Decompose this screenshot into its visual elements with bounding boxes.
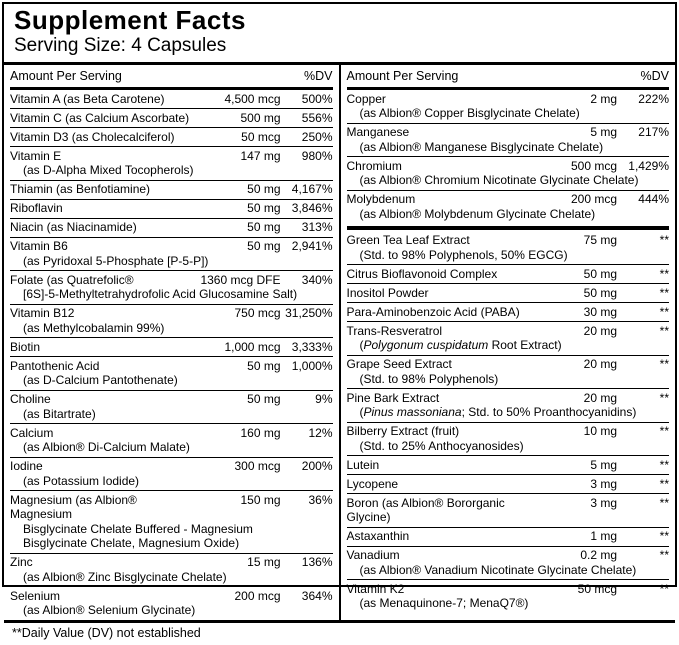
detail-text: Bisglycinate Chelate Buffered - Magnesium bbox=[23, 521, 253, 536]
nutrient-row bbox=[10, 490, 333, 553]
nutrient-detail bbox=[10, 254, 333, 269]
nutrient-detail bbox=[10, 474, 333, 489]
nutrient-row bbox=[347, 123, 670, 157]
percent-dv-label: %DV bbox=[304, 69, 333, 83]
nutrient-amount: 0.2 mg bbox=[580, 548, 617, 562]
nutrient-detail bbox=[10, 603, 333, 618]
detail-text: (as Albion® Chromium Nicotinate Glycinate Chelate) bbox=[359, 173, 639, 187]
nutrient-amount: 20 mg bbox=[583, 357, 617, 371]
nutrient-row bbox=[10, 270, 333, 304]
nutrient-detail bbox=[10, 536, 333, 551]
nutrient-name: Pantothenic Acid bbox=[10, 358, 100, 373]
nutrient-dv: 36% bbox=[308, 492, 333, 507]
nutrient-name: Calcium bbox=[10, 425, 54, 440]
nutrient-amount: 10 mg bbox=[583, 424, 617, 438]
nutrient-detail bbox=[347, 596, 670, 611]
nutrient-row bbox=[10, 304, 333, 338]
detail-text: (as Potassium Iodide) bbox=[23, 473, 140, 488]
nutrient-dv: 500% bbox=[301, 91, 333, 106]
detail-text: (as Albion® Zinc Bisglycinate Chelate) bbox=[23, 569, 227, 584]
label-title: Supplement Facts bbox=[14, 5, 246, 35]
nutrient-detail bbox=[10, 321, 333, 336]
nutrient-name: Vitamin E bbox=[10, 148, 62, 163]
nutrient-detail bbox=[10, 373, 333, 388]
nutrient-name: Boron (as Albion® Bororganic Glycine) bbox=[346, 495, 505, 524]
nutrient-dv: 1,429% bbox=[628, 158, 669, 173]
nutrient-amount: 160 mg bbox=[240, 425, 281, 440]
nutrient-dv: 364% bbox=[301, 588, 333, 603]
nutrient-dv: 340% bbox=[301, 272, 333, 287]
detail-text: ( bbox=[359, 338, 364, 352]
nutrient-row bbox=[10, 237, 333, 271]
nutrient-detail bbox=[347, 140, 670, 155]
nutrient-dv: 556% bbox=[301, 110, 333, 125]
nutrient-row bbox=[347, 388, 670, 422]
detail-text: (as Albion® Di-Calcium Malate) bbox=[23, 440, 190, 454]
nutrient-dv: 9% bbox=[315, 392, 333, 406]
nutrient-row bbox=[347, 455, 670, 474]
detail-text: Bisglycinate Chelate, Magnesium Oxide) bbox=[23, 536, 240, 550]
botanical-name: Pinus massoniana bbox=[363, 405, 462, 419]
nutrient-dv: 980% bbox=[301, 148, 333, 163]
nutrient-row bbox=[10, 127, 333, 146]
column-header-left bbox=[10, 65, 333, 90]
nutrient-name: Grape Seed Extract bbox=[346, 357, 452, 371]
detail-text: (as Albion® Selenium Glycinate) bbox=[23, 603, 196, 617]
nutrient-row bbox=[347, 321, 670, 355]
nutrient-name: Zinc bbox=[10, 555, 33, 569]
nutrient-name: Selenium bbox=[10, 588, 61, 603]
nutrient-amount: 147 mg bbox=[240, 148, 281, 163]
nutrient-name: Vitamin B6 bbox=[10, 239, 68, 253]
nutrient-row bbox=[10, 337, 333, 356]
nutrient-rows-right bbox=[347, 90, 670, 613]
nutrient-detail bbox=[347, 106, 670, 121]
nutrient-column-left bbox=[4, 65, 341, 620]
nutrient-amount: 750 mcg bbox=[234, 306, 281, 320]
nutrient-name: Vitamin C (as Calcium Ascorbate) bbox=[10, 110, 190, 125]
nutrient-detail bbox=[347, 439, 670, 454]
nutrient-column-right bbox=[341, 65, 676, 620]
column-header-right bbox=[347, 65, 670, 90]
nutrient-dv: 12% bbox=[308, 425, 333, 440]
nutrient-row bbox=[10, 553, 333, 587]
nutrient-amount: 50 mg bbox=[247, 201, 281, 215]
nutrient-amount: 5 mg bbox=[590, 457, 617, 472]
nutrient-amount: 200 mcg bbox=[234, 588, 281, 603]
nutrient-row bbox=[10, 199, 333, 218]
nutrient-row bbox=[347, 355, 670, 389]
nutrient-dv: 4,167% bbox=[291, 182, 333, 196]
nutrient-row bbox=[347, 156, 670, 190]
nutrient-row bbox=[10, 218, 333, 237]
nutrient-amount: 3 mg bbox=[590, 495, 617, 510]
nutrient-row bbox=[347, 264, 670, 283]
amount-per-serving-label: Amount Per Serving bbox=[346, 69, 459, 83]
nutrient-row bbox=[347, 546, 670, 580]
nutrient-row bbox=[10, 457, 333, 491]
nutrient-name: Copper bbox=[346, 91, 386, 106]
nutrient-dv: ** bbox=[659, 495, 669, 510]
nutrient-row bbox=[347, 474, 670, 493]
detail-text: (as Albion® Vanadium Nicotinate Glycinate Chelate) bbox=[359, 562, 637, 577]
nutrient-row bbox=[347, 90, 670, 123]
nutrient-amount: 20 mg bbox=[583, 323, 617, 338]
nutrient-amount: 50 mcg bbox=[241, 129, 281, 144]
nutrient-amount: 20 mg bbox=[583, 390, 617, 405]
nutrient-dv: ** bbox=[659, 357, 669, 371]
percent-dv-label: %DV bbox=[640, 69, 669, 83]
daily-value-footnote: **Daily Value (DV) not established bbox=[4, 620, 675, 645]
nutrient-name: Folate (as Quatrefolic® bbox=[10, 272, 134, 287]
nutrient-dv: 444% bbox=[638, 192, 669, 206]
nutrient-amount: 1360 mcg DFE bbox=[200, 272, 281, 287]
nutrient-amount: 5 mg bbox=[590, 125, 617, 139]
nutrient-amount: 50 mcg bbox=[577, 581, 617, 596]
detail-text: (as Methylcobalamin 99%) bbox=[23, 320, 165, 335]
detail-text: (as D-Calcium Pantothenate) bbox=[23, 373, 178, 387]
nutrient-amount: 150 mg bbox=[240, 492, 281, 507]
nutrient-dv: 250% bbox=[301, 129, 333, 144]
nutrient-detail bbox=[347, 405, 670, 420]
nutrient-amount: 1,000 mcg bbox=[224, 339, 281, 354]
nutrient-name: Pine Bark Extract bbox=[346, 390, 440, 405]
nutrient-detail bbox=[347, 372, 670, 387]
nutrient-name: Citrus Bioflavonoid Complex bbox=[346, 266, 498, 281]
nutrient-amount: 50 mg bbox=[583, 266, 617, 281]
nutrient-columns bbox=[4, 65, 675, 620]
nutrient-row bbox=[10, 356, 333, 390]
nutrient-name: Choline bbox=[10, 392, 51, 406]
nutrient-dv: ** bbox=[659, 457, 669, 472]
nutrient-name: Vanadium bbox=[346, 548, 400, 562]
nutrient-amount: 50 mg bbox=[583, 285, 617, 300]
nutrient-amount: 50 mg bbox=[247, 358, 281, 373]
detail-text: (as D-Alpha Mixed Tocopherols) bbox=[23, 163, 194, 177]
nutrient-dv: ** bbox=[659, 529, 669, 543]
nutrient-row bbox=[347, 226, 670, 264]
detail-text: (as Menaquinone-7; MenaQ7®) bbox=[359, 596, 529, 610]
amount-per-serving-label: Amount Per Serving bbox=[10, 69, 122, 83]
nutrient-row bbox=[347, 493, 670, 527]
nutrient-name: Iodine bbox=[10, 459, 43, 473]
detail-text: [6S]-5-Methyltetrahydrofolic Acid Glucosamine Salt) bbox=[23, 287, 298, 301]
serving-size: Serving Size: 4 Capsules bbox=[14, 35, 227, 56]
nutrient-row bbox=[347, 302, 670, 321]
nutrient-row bbox=[10, 423, 333, 457]
nutrient-dv: ** bbox=[659, 548, 669, 562]
detail-text: (as Albion® Molybdenum Glycinate Chelate) bbox=[359, 206, 596, 221]
supplement-facts-label bbox=[2, 2, 677, 640]
nutrient-name: Manganese bbox=[346, 125, 410, 139]
nutrient-amount: 1 mg bbox=[590, 529, 617, 543]
detail-text: (Std. to 25% Anthocyanosides) bbox=[359, 438, 524, 453]
nutrient-amount: 200 mcg bbox=[570, 192, 617, 206]
nutrient-dv: 217% bbox=[638, 125, 669, 139]
nutrient-dv: 136% bbox=[301, 555, 333, 569]
nutrient-detail bbox=[10, 163, 333, 178]
nutrient-name: Trans-Resveratrol bbox=[346, 323, 443, 338]
nutrient-rows-left bbox=[10, 90, 333, 620]
nutrient-amount: 15 mg bbox=[247, 555, 281, 569]
detail-text: ( bbox=[359, 405, 364, 419]
nutrient-amount: 75 mg bbox=[583, 233, 617, 247]
nutrient-detail bbox=[347, 563, 670, 578]
nutrient-name: Biotin bbox=[10, 339, 41, 354]
detail-text: (as Albion® Manganese Bisglycinate Chelate) bbox=[359, 139, 604, 154]
nutrient-dv: ** bbox=[659, 390, 669, 405]
nutrient-row bbox=[10, 180, 333, 199]
nutrient-name: Magnesium (as Albion® Magnesium bbox=[10, 492, 137, 521]
nutrient-amount: 500 mcg bbox=[570, 158, 617, 173]
detail-text: (as Albion® Copper Bisglycinate Chelate) bbox=[359, 106, 580, 120]
label-header bbox=[4, 4, 675, 62]
nutrient-amount: 50 mg bbox=[247, 182, 281, 196]
nutrient-name: Bilberry Extract (fruit) bbox=[346, 424, 460, 438]
nutrient-name: Para-Aminobenzoic Acid (PABA) bbox=[346, 304, 520, 319]
nutrient-amount: 3 mg bbox=[590, 476, 617, 491]
nutrient-dv: 222% bbox=[638, 91, 669, 106]
nutrient-amount: 30 mg bbox=[583, 304, 617, 319]
nutrient-row bbox=[347, 190, 670, 224]
nutrient-row bbox=[10, 146, 333, 180]
detail-text: ; Std. to 50% Proanthocyanidins) bbox=[461, 405, 637, 419]
nutrient-dv: ** bbox=[659, 323, 669, 338]
nutrient-name: Niacin (as Niacinamide) bbox=[10, 220, 137, 234]
nutrient-amount: 50 mg bbox=[247, 220, 281, 234]
nutrient-row bbox=[10, 90, 333, 108]
botanical-name: Polygonum cuspidatum bbox=[363, 338, 489, 352]
nutrient-dv: ** bbox=[659, 304, 669, 319]
nutrient-name: Molybdenum bbox=[346, 192, 416, 206]
nutrient-name: Riboflavin bbox=[10, 201, 63, 215]
nutrient-amount: 50 mg bbox=[247, 239, 281, 253]
nutrient-dv: 313% bbox=[301, 220, 333, 234]
nutrient-dv: ** bbox=[659, 285, 669, 300]
nutrient-dv: 200% bbox=[301, 459, 333, 473]
nutrient-row bbox=[10, 586, 333, 620]
nutrient-dv: 2,941% bbox=[291, 239, 333, 253]
nutrient-detail bbox=[347, 207, 670, 222]
nutrient-detail bbox=[347, 173, 670, 188]
nutrient-row bbox=[347, 579, 670, 613]
detail-text: (Std. to 98% Polyphenols) bbox=[359, 371, 499, 386]
nutrient-name: Green Tea Leaf Extract bbox=[346, 233, 470, 247]
nutrient-detail bbox=[347, 248, 670, 263]
nutrient-row bbox=[10, 390, 333, 424]
nutrient-dv: 3,333% bbox=[291, 339, 333, 354]
nutrient-dv: 1,000% bbox=[291, 358, 333, 373]
nutrient-amount: 500 mg bbox=[240, 110, 281, 125]
nutrient-dv: ** bbox=[659, 424, 669, 438]
detail-text: Root Extract) bbox=[488, 338, 562, 352]
nutrient-name: Lycopene bbox=[346, 476, 399, 491]
nutrient-name: Vitamin B12 bbox=[10, 306, 75, 320]
nutrient-name: Lutein bbox=[346, 457, 380, 472]
nutrient-amount: 4,500 mcg bbox=[224, 91, 281, 106]
nutrient-detail bbox=[10, 522, 333, 537]
nutrient-dv: ** bbox=[659, 266, 669, 281]
nutrient-name: Inositol Powder bbox=[346, 285, 429, 300]
nutrient-detail bbox=[10, 440, 333, 455]
nutrient-row bbox=[10, 108, 333, 127]
nutrient-amount: 300 mcg bbox=[234, 459, 281, 473]
detail-text: (as Bitartrate) bbox=[23, 406, 96, 421]
nutrient-amount: 2 mg bbox=[590, 91, 617, 106]
nutrient-row bbox=[347, 527, 670, 546]
nutrient-row bbox=[347, 283, 670, 302]
nutrient-dv: 3,846% bbox=[291, 201, 333, 215]
nutrient-dv: ** bbox=[659, 476, 669, 491]
detail-text: (Std. to 98% Polyphenols, 50% EGCG) bbox=[359, 247, 568, 262]
nutrient-amount: 50 mg bbox=[247, 392, 281, 406]
nutrient-detail bbox=[10, 287, 333, 302]
nutrient-name: Vitamin K2 bbox=[346, 581, 405, 596]
detail-text: (as Pyridoxal 5-Phosphate [P-5-P]) bbox=[23, 253, 209, 268]
nutrient-detail bbox=[10, 570, 333, 585]
nutrient-name: Vitamin A (as Beta Carotene) bbox=[10, 91, 165, 106]
nutrient-name: Thiamin (as Benfotiamine) bbox=[10, 182, 151, 196]
nutrient-dv: ** bbox=[659, 233, 669, 247]
nutrient-dv: ** bbox=[659, 581, 669, 596]
nutrient-dv: 31,250% bbox=[285, 306, 333, 320]
nutrient-name: Chromium bbox=[346, 158, 402, 173]
nutrient-row bbox=[347, 422, 670, 456]
nutrient-detail bbox=[347, 338, 670, 353]
nutrient-name: Vitamin D3 (as Cholecalciferol) bbox=[10, 129, 175, 144]
nutrient-name: Astaxanthin bbox=[346, 529, 410, 543]
nutrient-detail bbox=[10, 407, 333, 422]
